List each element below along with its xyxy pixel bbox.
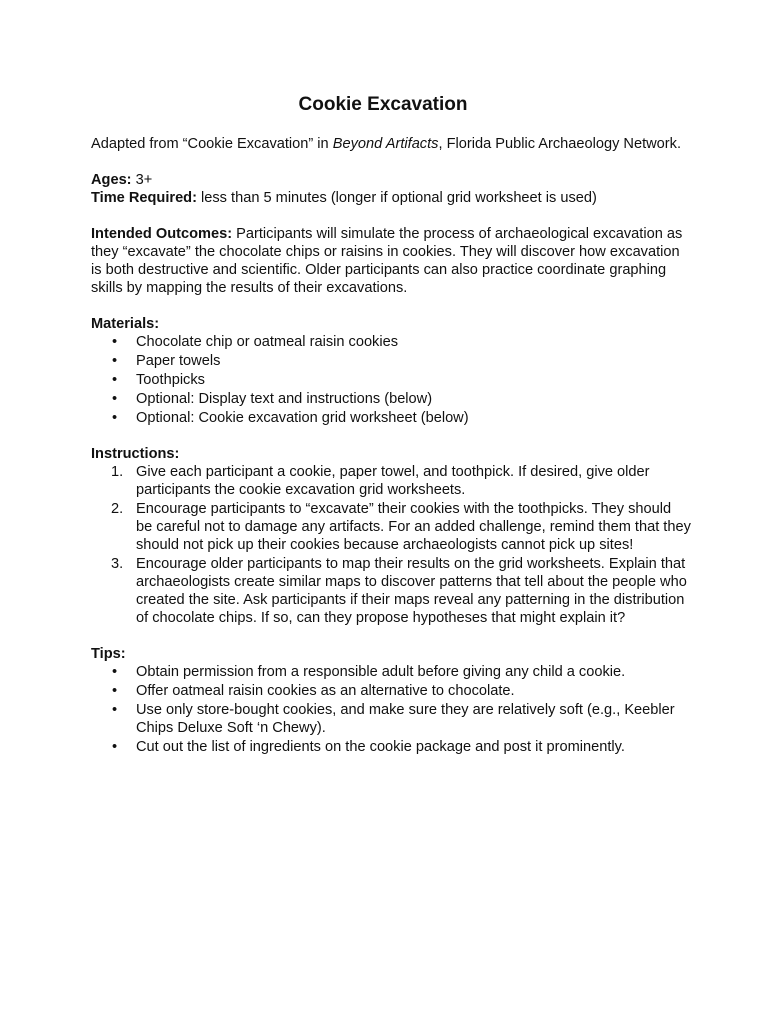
list-item-text: Optional: Display text and instructions (below): [136, 391, 433, 407]
list-item-text: Paper towels: [136, 353, 221, 369]
step-number: 3.: [111, 556, 124, 572]
bullet-icon: •: [112, 334, 118, 350]
ages-value: 3+: [131, 172, 153, 188]
bullet-icon: •: [112, 664, 118, 680]
list-item-text: Chocolate chip or oatmeal raisin cookies: [136, 334, 399, 350]
list-item: [91, 409, 691, 427]
list-item: [91, 682, 691, 700]
attribution-suffix: , Florida Public Archaeology Network.: [438, 136, 681, 152]
bullet-icon: •: [112, 410, 118, 426]
intended-outcomes-text: Participants will simulate the process of archaeological excavation as they “excavate” the chocolate chips or raisins in cookies. They will discover how excavation is both destructive and scientific. Older participants can also practice coordinate graphing skills by mapping the results of their excavations.: [91, 226, 683, 296]
bullet-icon: •: [112, 353, 118, 369]
step-text: Encourage older participants to map their results on the grid worksheets. Explain that archaeologists create similar maps to discover patterns that tell about the people who created the site. Ask participants if their maps reveal any patterning in the distribution of chocolate chips. If so, can they propose hypotheses that might explain it?: [136, 556, 687, 626]
instructions-section: [91, 445, 691, 627]
document-page: [91, 92, 691, 757]
materials-section: [91, 315, 691, 427]
list-item-text: Obtain permission from a responsible adult before giving any child a cookie.: [136, 664, 626, 680]
attribution-prefix: Adapted from “Cookie Excavation” in: [91, 136, 333, 152]
instructions-list: [91, 463, 691, 627]
list-item: [91, 663, 691, 681]
tips-heading: Tips:: [91, 646, 126, 662]
list-item-text: Toothpicks: [136, 372, 205, 388]
tips-list: [91, 663, 691, 756]
list-item-text: Optional: Cookie excavation grid worksheet (below): [136, 410, 469, 426]
materials-list: [91, 333, 691, 427]
list-item: [91, 701, 691, 737]
intended-outcomes-label: Intended Outcomes:: [91, 226, 233, 242]
ages-line: [91, 171, 691, 189]
time-required-value: less than 5 minutes (longer if optional grid worksheet is used): [196, 190, 597, 206]
instruction-step: [91, 500, 691, 554]
attribution-source-title: Beyond Artifacts: [332, 136, 439, 152]
instruction-step: [91, 555, 691, 627]
time-required-line: [91, 189, 691, 207]
materials-heading: Materials:: [91, 316, 160, 332]
list-item: [91, 333, 691, 351]
list-item-text: Cut out the list of ingredients on the cookie package and post it prominently.: [136, 739, 625, 755]
intended-outcomes: [91, 225, 691, 297]
bullet-icon: •: [112, 372, 118, 388]
instructions-heading: Instructions:: [91, 446, 180, 462]
bullet-icon: •: [112, 739, 118, 755]
list-item-text: Use only store-bought cookies, and make sure they are relatively soft (e.g., Keebler Chips Deluxe Soft ‘n Chewy).: [136, 702, 675, 736]
step-number: 2.: [111, 501, 124, 517]
list-item: [91, 371, 691, 389]
bullet-icon: •: [112, 702, 118, 718]
page-title: Cookie Excavation: [298, 94, 468, 115]
list-item: [91, 352, 691, 370]
step-text: Encourage participants to “excavate” their cookies with the toothpicks. They should be careful not to damage any artifacts. For an added challenge, remind them that they should not pick up their cookies because archaeologists cannot pick up sites!: [136, 501, 691, 553]
bullet-icon: •: [112, 391, 118, 407]
ages-label: Ages:: [91, 172, 132, 188]
list-item: [91, 390, 691, 408]
meta-info: [91, 171, 691, 207]
tips-section: [91, 645, 691, 756]
bullet-icon: •: [112, 683, 118, 699]
attribution: [91, 135, 691, 153]
list-item-text: Offer oatmeal raisin cookies as an alternative to chocolate.: [136, 683, 515, 699]
list-item: [91, 738, 691, 756]
instruction-step: [91, 463, 691, 499]
step-number: 1.: [111, 464, 124, 480]
time-required-label: Time Required:: [91, 190, 197, 206]
step-text: Give each participant a cookie, paper towel, and toothpick. If desired, give older participants the cookie excavation grid worksheets.: [136, 464, 650, 498]
